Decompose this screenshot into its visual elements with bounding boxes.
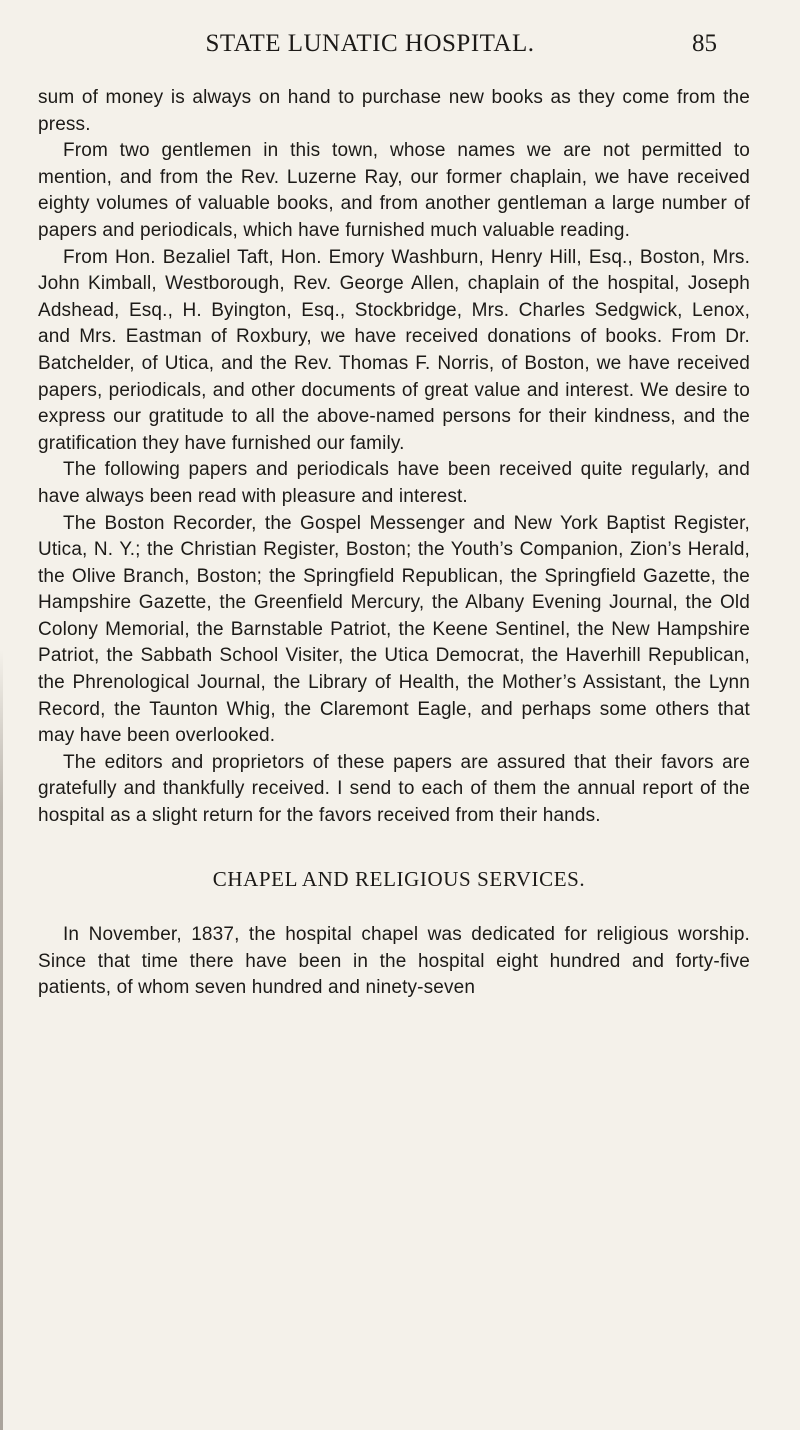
paragraph-continued: sum of money is always on hand to purchase new books as they come from the press. <box>38 87 750 135</box>
paragraph-donors-list: From Hon. Bezaliel Taft, Hon. Emory Washburn, Henry Hill, Esq., Boston, Mrs. John Kimball, Westborough, Rev. George Allen, chaplain of the hospital, Joseph Adshead, Esq., H. Byington, Esq., Stockbridge, Mrs. Charles Sedgwick, Lenox, and Mrs. Eastman of Roxbury, we have received donations of books. From Dr. Batchelder, of Utica, and the Rev. Thomas F. Norris, of Boston, we have received papers, periodicals, and other documents of great value and interest. We desire to express our gratitude to all the above-named persons for their kindness, and the gratification they have furnished our family. <box>38 246 750 454</box>
body-text <box>38 85 750 1002</box>
paragraph-periodicals-list: The Boston Recorder, the Gospel Messenger and New York Baptist Register, Utica, N. Y.; the Christian Register, Boston; the Youth’s Companion, Zion’s Herald, the Olive Branch, Boston; the Springfield Republican, the Springfield Gazette, the Hampshire Gazette, the Greenfield Mercury, the Albany Evening Journal, the Old Colony Memorial, the Barnstable Patriot, the Keene Sentinel, the New Hampshire Patriot, the Sabbath School Visiter, the Utica Democrat, the Haverhill Republican, the Phrenological Journal, the Library of Health, the Mother’s Assistant, the Lynn Record, the Taunton Whig, the Claremont Eagle, and perhaps some others that may have been overlooked. <box>38 512 750 747</box>
page-number: 85 <box>692 30 717 57</box>
section-heading: CHAPEL AND RELIGIOUS SERVICES. <box>212 866 586 891</box>
paragraph-editors-thanks: The editors and proprietors of these papers are assured that their favors are gratefully and thankfully received. I send to each of them the annual report of the hospital as a slight return for the favors received from their hands. <box>38 751 750 827</box>
binding-edge-shadow <box>0 650 3 1430</box>
paragraph-gentlemen-donation: From two gentlemen in this town, whose names we are not permitted to mention, and from the Rev. Luzerne Ray, our former chaplain, we have received eighty volumes of valuable books, and from another gentleman a large number of papers and periodicals, which have furnished much valuable reading. <box>38 140 750 241</box>
paragraph-chapel: In November, 1837, the hospital chapel was dedicated for religious worship. Since that time there have been in the hospital eight hundred and forty-five patients, of whom seven hundred and ninety-seven <box>38 924 750 999</box>
running-head-title: STATE LUNATIC HOSPITAL. <box>205 30 535 57</box>
paragraph-periodicals-intro: The following papers and periodicals have been received quite regularly, and have always been read with pleasure and interest. <box>38 459 750 507</box>
